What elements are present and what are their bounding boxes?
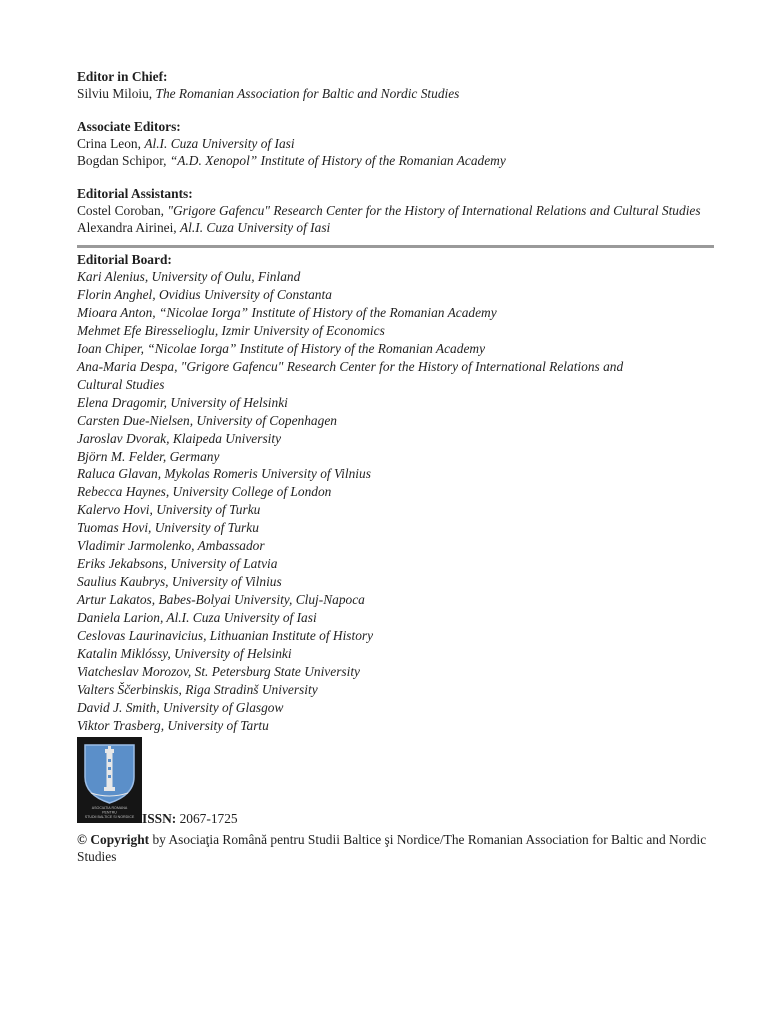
board-member: Vladimir Jarmolenko, Ambassador — [77, 538, 265, 554]
editor-in-chief-entry — [77, 85, 714, 102]
board-member: Ana-Maria Despa, "Grigore Gafencu" Research Center for the History of International Relations and — [77, 358, 624, 374]
person-affiliation: "Grigore Gafencu" Research Center for the History of International Relations and Cultural Studies — [167, 203, 701, 218]
logo-text-line: STUDII BALTICE SI NORDICE — [84, 814, 135, 819]
board-member: Björn M. Felder, Germany — [77, 448, 220, 464]
board-member: Viatcheslav Morozov, St. Petersburg State University — [77, 663, 360, 679]
board-member: Cultural Studies — [77, 376, 165, 392]
editorial-assistant-entry — [77, 219, 714, 236]
person-affiliation: Al.I. Cuza University of Iasi — [144, 136, 295, 151]
person-name: Crina Leon, — [77, 136, 145, 151]
board-member: Carsten Due-Nielsen, University of Copenhagen — [77, 412, 337, 428]
person-name: Bogdan Schipor, — [77, 153, 170, 168]
board-member: Kalervo Hovi, University of Turku — [77, 502, 261, 518]
section-divider — [77, 245, 714, 248]
associate-editors-section — [77, 118, 714, 169]
board-member: Rebecca Haynes, University College of London — [77, 484, 332, 500]
issn-label: ISSN: — [142, 810, 177, 826]
person-affiliation: “A.D. Xenopol” Institute of History of the Romanian Academy — [169, 153, 506, 168]
editorial-board-list — [77, 268, 714, 735]
board-member: Katalin Miklóssy, University of Helsinki — [77, 646, 292, 662]
associate-editor-entry — [77, 152, 714, 169]
board-member: David J. Smith, University of Glasgow — [77, 699, 284, 715]
associate-editors-heading: Associate Editors: — [77, 119, 181, 134]
board-member: Viktor Trasberg, University of Tartu — [77, 717, 269, 733]
editor-affiliation: The Romanian Association for Baltic and Nordic Studies — [155, 86, 460, 101]
board-member: Florin Anghel, Ovidius University of Constanta — [77, 286, 332, 302]
editorial-board-section — [77, 251, 714, 735]
copyright-label: © Copyright — [77, 831, 150, 847]
board-member: Valters Ščerbinskis, Riga Stradinš University — [77, 681, 318, 697]
board-member: Artur Lakatos, Babes-Bolyai University, Cluj-Napoca — [77, 592, 365, 608]
board-member: Jaroslav Dvorak, Klaipeda University — [77, 430, 282, 446]
association-logo — [77, 737, 142, 823]
board-member: Raluca Glavan, Mykolas Romeris University of Vilnius — [77, 466, 371, 482]
board-member: Elena Dragomir, University of Helsinki — [77, 394, 288, 410]
copyright-text: by Asociaţia Română pentru Studii Baltice şi Nordice/The Romanian Association for Baltic and Nordic Studies — [77, 831, 707, 864]
board-member: Saulius Kaubrys, University of Vilnius — [77, 574, 282, 590]
issn-value: 2067-1725 — [176, 810, 238, 826]
board-member: Ceslovas Laurinavicius, Lithuanian Institute of History — [77, 628, 374, 644]
editorial-assistants-section — [77, 185, 714, 236]
board-member: Eriks Jekabsons, University of Latvia — [77, 556, 278, 572]
board-member: Ioan Chiper, “Nicolae Iorga” Institute of History of the Romanian Academy — [77, 340, 486, 356]
editorial-assistant-entry — [77, 202, 714, 219]
logo-text-line: PENTRU — [102, 810, 117, 815]
editor-in-chief-section — [77, 68, 714, 102]
logo-issn-row — [77, 737, 714, 826]
logo-text-line: ASOCIATIA ROMANA — [91, 805, 128, 810]
editor-in-chief-heading: Editor in Chief: — [77, 69, 168, 84]
associate-editor-entry — [77, 135, 714, 152]
masthead-page — [77, 68, 714, 865]
copyright-notice — [77, 831, 714, 865]
board-member: Mioara Anton, “Nicolae Iorga” Institute of History of the Romanian Academy — [77, 304, 497, 320]
board-member: Daniela Larion, Al.I. Cuza University of Iasi — [77, 610, 317, 626]
editor-name: Silviu Miloiu, — [77, 86, 156, 101]
association-logo-icon — [77, 737, 142, 823]
person-affiliation: Al.I. Cuza University of Iasi — [180, 220, 331, 235]
person-name: Alexandra Airinei, — [77, 220, 180, 235]
editorial-board-heading: Editorial Board: — [77, 252, 172, 267]
board-member: Kari Alenius, University of Oulu, Finland — [77, 269, 301, 284]
board-member: Tuomas Hovi, University of Turku — [77, 520, 259, 536]
person-name: Costel Coroban, — [77, 203, 168, 218]
editorial-assistants-heading: Editorial Assistants: — [77, 186, 193, 201]
board-member: Mehmet Efe Biresselioglu, Izmir University of Economics — [77, 322, 385, 338]
issn-line — [142, 810, 238, 827]
